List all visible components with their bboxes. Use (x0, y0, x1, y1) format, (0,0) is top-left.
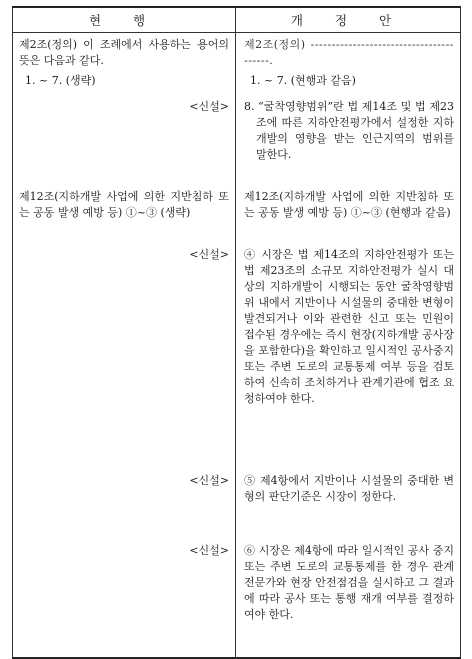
revised-cell (236, 95, 461, 185)
revised-cell (236, 469, 461, 539)
current-text: 제2조(정의) 이 조례에서 사용하는 용어의 뜻은 다음과 같다. (19, 38, 229, 67)
revised-cell (236, 33, 461, 96)
revised-text: ⑤ 제4항에서 지반이나 시설물의 중대한 변형의 판단기준은 시장이 정한다. (244, 474, 454, 503)
new-provision-tag: <신설> (189, 248, 229, 261)
current-text: 제12조(지하개발 사업에 의한 지반침하 또는 공동 발생 예방 등) ①~③ (생략) (19, 190, 229, 219)
revised-text: 제2조(정의) ----------------------------------------. (244, 38, 454, 67)
new-provision-tag: <신설> (189, 100, 229, 113)
revised-text: 8. “굴착영향범위”란 법 제14조 및 법 제23조에 따른 지하안전평가에서 설정한 지하개발의 영향을 받는 인근지역의 범위를 말한다. (244, 100, 454, 161)
revised-cell (236, 243, 461, 469)
comparison-table (12, 6, 461, 659)
current-cell (13, 185, 236, 243)
new-provision-tag: <신설> (189, 474, 229, 487)
table-row (13, 243, 461, 469)
current-cell (13, 95, 236, 185)
table-header-row (13, 7, 461, 33)
header-revised: 개 정 안 (236, 7, 461, 33)
revised-text: 제12조(지하개발 사업에 의한 지반침하 또는 공동 발생 예방 등) ①~③ (현행과 같음) (244, 190, 454, 219)
current-cell (13, 539, 236, 658)
current-cell (13, 243, 236, 469)
current-subtext: 1. ~ 7. (생략) (25, 74, 96, 87)
current-cell (13, 469, 236, 539)
table-row (13, 469, 461, 539)
revised-cell (236, 185, 461, 243)
table-row (13, 95, 461, 185)
revised-text: ⑥ 시장은 제4항에 따라 일시적인 공사 중지 또는 주변 도로의 교통통제를 한 경우 관계 전문가와 현장 안전점검을 실시하고 그 결과에 따라 공사 또는 통행 재개 여부를 결정하여야 한다. (244, 544, 454, 621)
table-row (13, 185, 461, 243)
header-current: 현 행 (13, 7, 236, 33)
revised-text: ④ 시장은 법 제14조의 지하안전평가 또는 법 제23조의 소규모 지하안전평가 실시 대상의 지하개발이 시행되는 동안 굴착영향범위 내에서 지반이나 시설물의 중대한 변형이 발견되거나 이와 관련한 신고 또는 민원이 접수된 경우에는 즉시 현장(지하개발 공사장을 포함한다)을 확인하고 일시적인 공사중지 또는 주변 도로의 교통통제 여부 등을 검토하여 신속히 조치하거나 관계기관에 협조 요청하여야 한다. (244, 248, 454, 405)
current-cell (13, 33, 236, 96)
revised-subtext: 1. ~ 7. (현행과 같음) (250, 74, 356, 87)
table-row (13, 33, 461, 96)
revised-cell (236, 539, 461, 658)
table-row (13, 539, 461, 658)
new-provision-tag: <신설> (189, 544, 229, 557)
